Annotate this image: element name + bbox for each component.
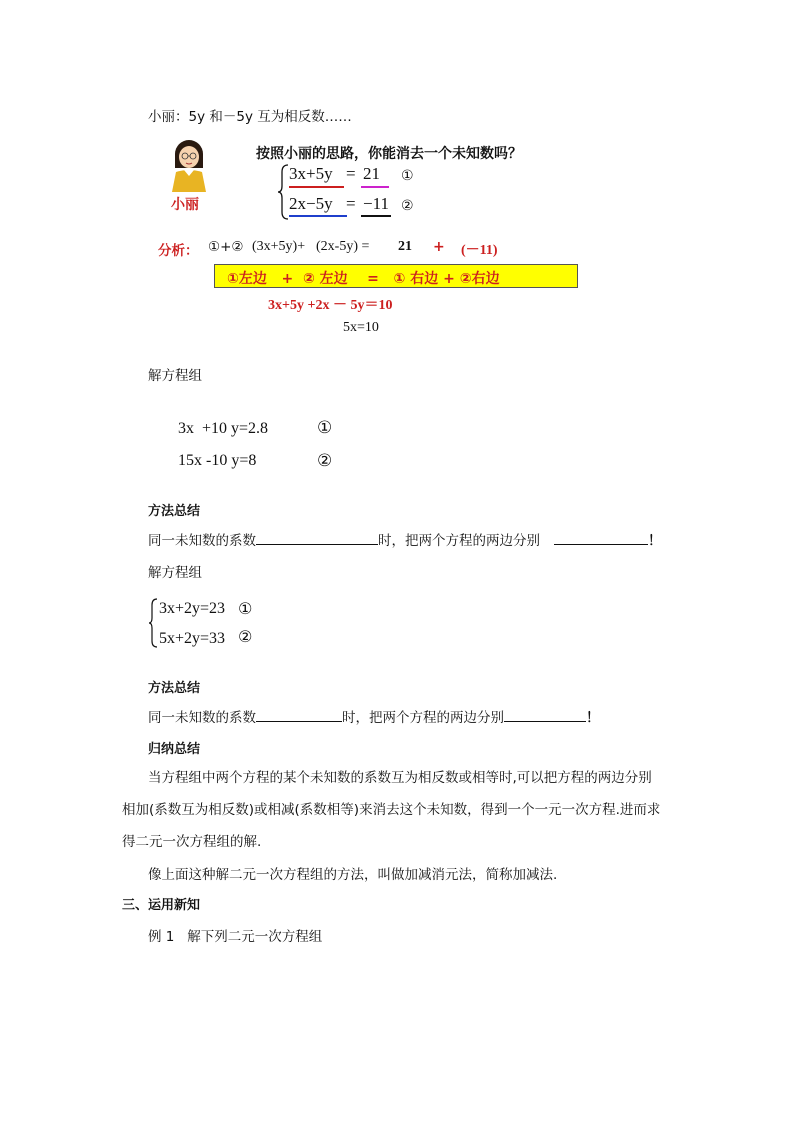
question-text: 按照小丽的思路，你能消去一个未知数吗？	[256, 146, 522, 162]
eq1-left-underline	[289, 186, 344, 188]
eq2-left-underline	[289, 215, 347, 217]
section-3-title: 三、运用新知	[122, 898, 201, 913]
solve-label-2: 解方程组	[148, 565, 202, 581]
analysis-step1-b: (2x-5y) =	[316, 239, 370, 254]
eq1-mark: ①	[401, 168, 414, 184]
example-1: 例 1 解下列二元一次方程组	[148, 929, 323, 945]
analysis-step1-c: 21	[398, 239, 412, 254]
girl-icon	[164, 138, 214, 192]
analysis-step3: 5x=10	[343, 320, 379, 335]
system2-mark2: ②	[317, 451, 333, 471]
method-blank-2a[interactable]	[256, 707, 342, 722]
method-blank-1b[interactable]	[554, 530, 648, 545]
method-title-2: 方法总结	[148, 681, 201, 696]
summary-title: 归纳总结	[148, 742, 201, 757]
intro-text: 小丽：5y 和－5y 互为相反数……	[148, 109, 352, 125]
eq1-equals: =	[346, 164, 356, 183]
brace-icon	[148, 598, 158, 648]
method-line-1-a: 同一未知数的系数	[148, 533, 256, 549]
system2-mark1: ①	[317, 418, 333, 438]
eq2-right-underline	[361, 215, 391, 217]
method-blank-2b[interactable]	[504, 707, 586, 722]
girl-illustration	[164, 138, 214, 192]
method-line-2	[148, 706, 600, 726]
method-title-1: 方法总结	[148, 504, 201, 519]
eq1-left: 3x+5y	[289, 164, 333, 183]
eq2-right: −11	[363, 194, 389, 213]
eq2-left: 2x−5y	[289, 194, 333, 213]
analysis-step1-a: (3x+5y)+	[252, 239, 306, 254]
eq1-right-underline	[361, 186, 389, 188]
system3-mark1: ①	[238, 599, 253, 618]
system2-eq2: 15x -10 y=8	[178, 452, 257, 469]
equation-system-1	[277, 162, 477, 222]
eq1-right: 21	[363, 164, 380, 183]
eq2-mark: ②	[401, 198, 414, 214]
solve-label-1: 解方程组	[148, 368, 202, 384]
analysis-ops: ①+②	[208, 239, 244, 255]
analysis-step1-d: (－11)	[461, 243, 498, 258]
summary-p1-line2: 相加(系数互为相反数)或相减(系数相等)来消去这个未知数，得到一个一元一次方程.进而求	[122, 802, 661, 818]
analysis-label: 分析：	[158, 243, 199, 259]
method-line-2-c: ！	[586, 710, 600, 726]
method-line-2-a: 同一未知数的系数	[148, 710, 256, 726]
method-line-1-b: 时，把两个方程的两边分别	[378, 533, 540, 549]
analysis-step2: 3x+5y +2x － 5y＝10	[268, 298, 393, 313]
analysis-highlight-box: ①左边 + ② 左边 = ① 右边 + ②右边	[214, 264, 578, 288]
method-line-2-b: 时，把两个方程的两边分别	[342, 710, 504, 726]
summary-p1-line3: 得二元一次方程组的解.	[122, 834, 262, 850]
character-name: 小丽	[171, 197, 199, 213]
summary-p1-line1: 当方程组中两个方程的某个未知数的系数互为相反数或相等时,可以把方程的两边分别	[148, 770, 652, 786]
brace-icon	[277, 164, 289, 220]
method-blank-1a[interactable]	[256, 530, 378, 545]
system3-eq2: 5x+2y=33	[159, 630, 226, 647]
summary-p2: 像上面这种解二元一次方程组的方法，叫做加减消元法，简称加减法.	[148, 867, 558, 883]
eq2-equals: =	[346, 194, 356, 213]
system3-eq1: 3x+2y=23	[159, 600, 226, 617]
equation-system-3	[148, 598, 288, 650]
system2-eq1: 3x +10 y=2.8	[178, 420, 269, 437]
analysis-step1-plus: +	[433, 239, 445, 255]
system3-mark2: ②	[238, 627, 253, 646]
method-line-1	[148, 529, 662, 549]
method-line-1-c: ！	[648, 533, 662, 549]
